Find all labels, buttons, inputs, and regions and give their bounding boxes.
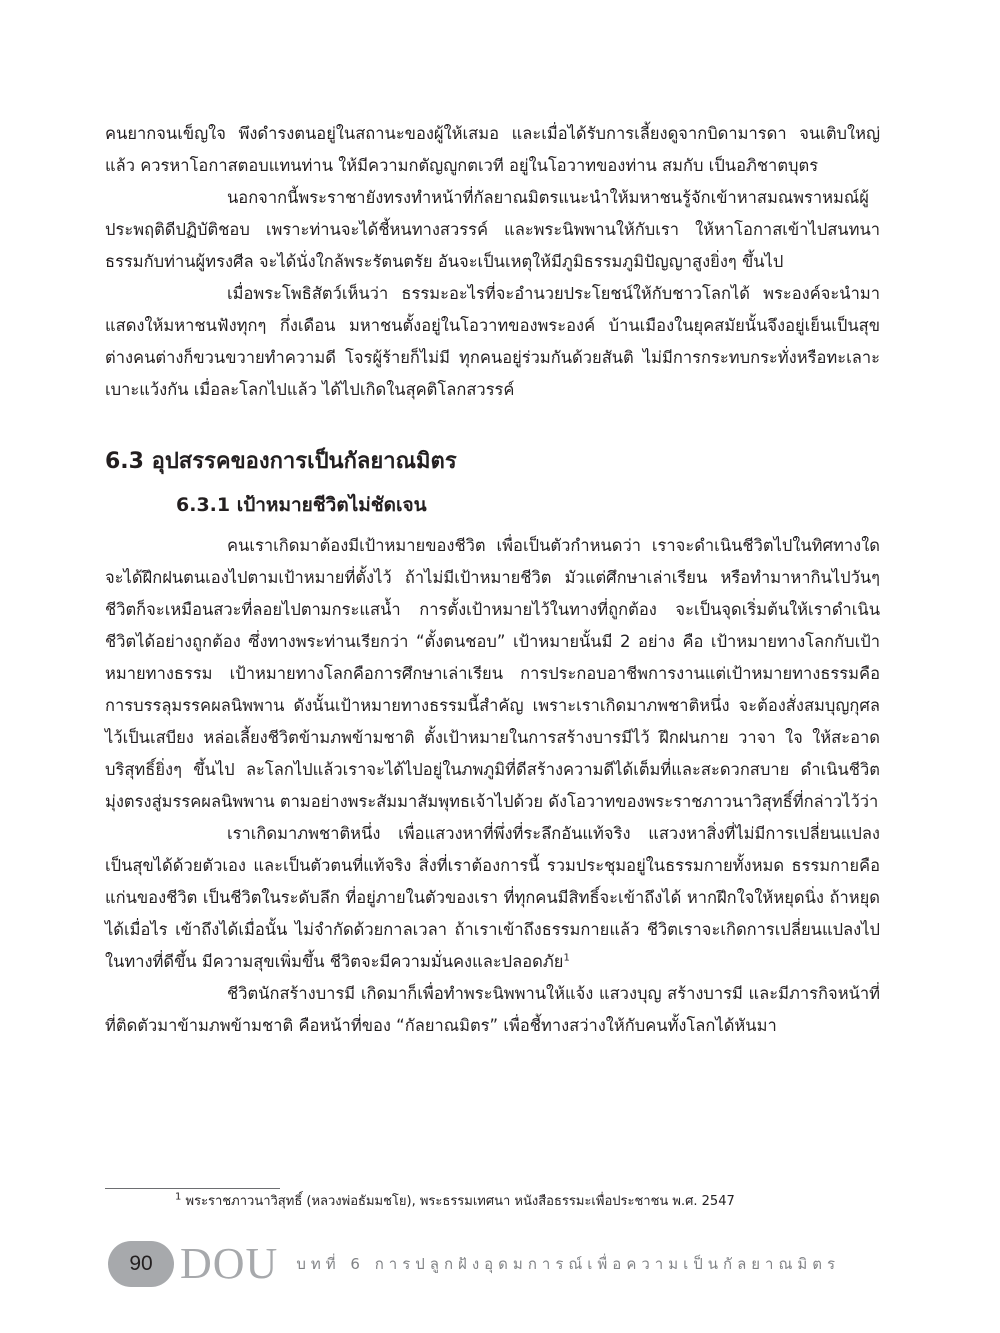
quote-paragraph <box>105 818 880 978</box>
page-body <box>105 118 880 1042</box>
page-number: 90 <box>129 1252 153 1275</box>
footnote-marker: 1 <box>175 1191 182 1203</box>
page-footer <box>108 1241 840 1287</box>
paragraph: ชีวิตนักสร้างบารมี เกิดมาก็เพื่อทำพระนิพพานให้แจ้ง แสวงบุญ สร้างบารมี และมีภารกิจหน้าที่ที่ติดตัวมาข้ามภพข้ามชาติ คือหน้าที่ของ “กัลยาณมิตร” เพื่อชี้ทางสว่างให้กับคนทั้งโลกได้หันมา <box>105 984 880 1035</box>
page-number-badge <box>108 1241 174 1287</box>
subsection-heading: 6.3.1 เป้าหมายชีวิตไม่ชัดเจน <box>176 494 427 516</box>
paragraph: คนยากจนเข็ญใจ พึงดำรงตนอยู่ในสถานะของผู้ให้เสมอ และเมื่อได้รับการเลี้ยงดูจากบิดามารดา จนเติบใหญ่แล้ว ควรหาโอกาสตอบแทนท่าน ให้มีความกตัญญูกตเวที อยู่ในโอวาทของท่าน สมกับ เป็นอภิชาตบุตร <box>105 124 880 175</box>
paragraph: เมื่อพระโพธิสัตว์เห็นว่า ธรรมะอะไรที่จะอำนวยประโยชน์ให้กับชาวโลกได้ พระองค์จะนำมาแสดงให้มหาชนฟังทุกๆ กึ่งเดือน มหาชนตั้งอยู่ในโอวาทของพระองค์ บ้านเมืองในยุคสมัยนั้นจึงอยู่เย็นเป็นสุข ต่างคนต่างก็ขวนขวายทำความดี โจรผู้ร้ายก็ไม่มี ทุกคนอยู่ร่วมกันด้วยสันติ ไม่มีการกระทบกระทั่งหรือทะเลาะเบาะแว้งกัน เมื่อละโลกไปแล้ว ได้ไปเกิดในสุคติโลกสวรรค์ <box>105 284 880 399</box>
running-chapter-title: บทที่ 6 การปลูกฝังอุดมการณ์เพื่อความเป็นกัลยาณมิตร <box>296 1255 841 1273</box>
section-heading: 6.3 อุปสรรคของการเป็นกัลยาณมิตร <box>105 449 457 474</box>
footnote-divider <box>105 1188 280 1189</box>
paragraph: นอกจากนี้พระราชายังทรงทำหน้าที่กัลยาณมิตรแนะนำให้มหาชนรู้จักเข้าหาสมณพราหมณ์ผู้ประพฤติดีปฏิบัติชอบ เพราะท่านจะได้ชี้หนทางสวรรค์ และพระนิพพานให้กับเรา ให้หาโอกาสเข้าไปสนทนาธรรมกับท่านผู้ทรงศีล จะได้นั่งใกล้พระรัตนตรัย อันจะเป็นเหตุให้มีภูมิธรรมภูมิปัญญาสูงยิ่งๆ ขึ้นไป <box>105 188 880 271</box>
quote-text: เราเกิดมาภพชาติหนึ่ง เพื่อแสวงหาที่พึ่งที่ระลึกอันแท้จริง แสวงหาสิ่งที่ไม่มีการเปลี่ยนแปลงเป็นสุขได้ด้วยตัวเอง และเป็นตัวตนที่แท้จริง สิ่งที่เราต้องการนี้ รวมประชุมอยู่ในธรรมกายทั้งหมด ธรรมกายคือแก่นของชีวิต เป็นชีวิตในระดับลึก ที่อยู่ภายในตัวของเรา ที่ทุกคนมีสิทธิ์จะเข้าถึงได้ หากฝึกใจให้หยุดนิ่ง ถ้าหยุดได้เมื่อไร เข้าถึงได้เมื่อนั้น ไม่จำกัดด้วยกาลเวลา ถ้าเราเข้าถึงธรรมกายแล้ว ชีวิตเราจะเกิดการเปลี่ยนแปลงไปในทางที่ดีขึ้น มีความสุขเพิ่มขึ้น ชีวิตจะมีความมั่นคงและปลอดภัย <box>105 824 880 971</box>
brand-logo: DOU <box>180 1239 279 1288</box>
paragraph: คนเราเกิดมาต้องมีเป้าหมายของชีวิต เพื่อเป็นตัวกำหนดว่า เราจะดำเนินชีวิตไปในทิศทางใดจะได้ฝึกฝนตนเองไปตามเป้าหมายที่ตั้งไว้ ถ้าไม่มีเป้าหมายชีวิต มัวแต่ศึกษาเล่าเรียน หรือทำมาหากินไปวันๆ ชีวิตก็จะเหมือนสวะที่ลอยไปตามกระแสน้ำ การตั้งเป้าหมายไว้ในทางที่ถูกต้อง จะเป็นจุดเริ่มต้นให้เราดำเนินชีวิตได้อย่างถูกต้อง ซึ่งทางพระท่านเรียกว่า “ตั้งตนชอบ” เป้าหมายนั้นมี 2 อย่าง คือ เป้าหมายทางโลกกับเป้าหมายทางธรรม เป้าหมายทางโลกคือการศึกษาเล่าเรียน การประกอบอาชีพการงานแต่เป้าหมายทางธรรมคือการบรรลุมรรคผลนิพพาน ดังนั้นเป้าหมายทางธรรมนี้สำคัญ เพราะเราเกิดมาภพชาติหนึ่ง จะต้องสั่งสมบุญกุศลไว้เป็นเสบียง หล่อเลี้ยงชีวิตข้ามภพข้ามชาติ ตั้งเป้าหมายในการสร้างบารมีไว้ ฝึกฝนกาย วาจา ใจ ให้สะอาดบริสุทธิ์ยิ่งๆ ขึ้นไป ละโลกไปแล้วเราจะได้ไปอยู่ในภพภูมิที่ดีสร้างความดีได้เต็มที่และสะดวกสบาย ดำเนินชีวิตมุ่งตรงสู่มรรคผลนิพพาน ตามอย่างพระสัมมาสัมพุทธเจ้าไปด้วย ดังโอวาทของพระราชภาวนาวิสุทธิ์ที่กล่าวไว้ว่า <box>105 536 880 811</box>
footnote <box>175 1192 735 1212</box>
footnote-text: พระราชภาวนาวิสุทธิ์ (หลวงพ่อธัมมชโย), พระธรรมเทศนา หนังสือธรรมะเพื่อประชาชน พ.ศ. 2547 <box>185 1194 735 1209</box>
footnote-reference[interactable]: 1 <box>563 952 570 964</box>
